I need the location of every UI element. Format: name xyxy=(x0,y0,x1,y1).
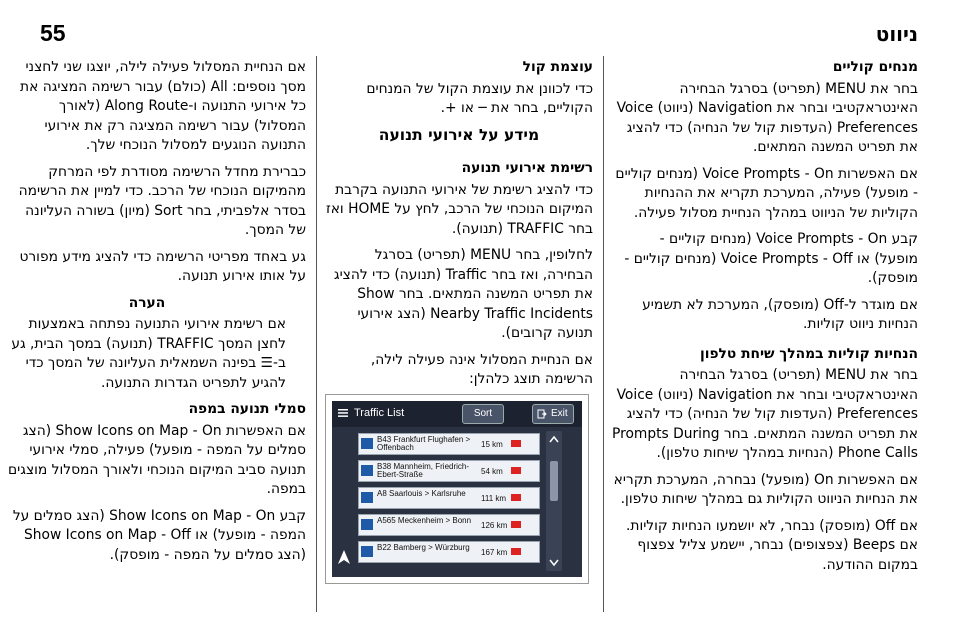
traffic-jam-icon xyxy=(511,467,521,474)
traffic-jam-icon xyxy=(511,521,521,528)
exit-icon xyxy=(537,409,547,419)
incident-road: A565 Meckenheim > Bonn xyxy=(377,516,472,525)
traffic-jam-icon xyxy=(511,548,521,555)
paragraph: בחר את MENU (תפריט) בסרגל הבחירה האינטראקטיבי ובחר את Navigation (ניווט) Voice Preferences (העדפות קול של הנחיה) כדי להציג את תפריט המשנה המתאים. xyxy=(616,80,918,155)
traffic-list-item[interactable] xyxy=(358,460,540,482)
section-name: ניווט xyxy=(875,22,918,46)
traffic-jam-icon xyxy=(511,494,521,501)
paragraph: אם הנחיית המסלול פעילה לילה, יוצגו שני לחצני מסך נוספים: All (כולם) עבור רשימה המציגה את כל אירועי התנועה ו-Along Route (לאורך המסלול) עבור רשימה המציגה רק את אירועי התנועה הנוגעים למסלול הנוכחי שלך. xyxy=(20,59,306,153)
road-shield-icon xyxy=(361,492,373,503)
scroll-up-icon[interactable] xyxy=(548,434,560,444)
middle-column xyxy=(325,58,593,397)
paragraph: אם הנחיית המסלול אינה פעילה לילה, הרשימה תוצג כלהלן: xyxy=(370,351,593,387)
paragraph: כדי לכוונן את עוצמת הקול של המנחים הקוליים, בחר את ─ או +. xyxy=(366,80,593,116)
paragraph: קבע Voice Prompts - On (מנחים קוליים - מופעל) או Voice Prompts - Off (מנחים קוליים - מופסק). xyxy=(624,231,918,286)
exit-label: Exit xyxy=(551,408,568,419)
scroll-thumb[interactable] xyxy=(550,461,558,501)
paragraph: אם האפשרות Show Icons on Map - On (הצג סמלים על המפה - מופעל) פעילה, סמלי אירועי תנועה סביב המיקום הנוכחי ולאורך המסלול מוצגים במפה. xyxy=(8,422,306,497)
sort-button[interactable]: Sort xyxy=(462,404,504,424)
menu-icon[interactable] xyxy=(337,407,349,419)
heading-volume: עוצמת קול xyxy=(522,59,593,75)
incident-distance: 111 km xyxy=(481,494,507,503)
heading-voice-prompts: מנחים קוליים xyxy=(832,59,918,75)
incident-road: B38 Mannheim, Friedrich-Ebert-Straße xyxy=(377,462,470,479)
heading-note: הערה xyxy=(128,294,166,311)
incident-road: A8 Saarlouis > Karlsruhe xyxy=(377,489,466,498)
traffic-list-item[interactable] xyxy=(358,487,540,509)
screen-title: Traffic List xyxy=(354,407,405,419)
infotainment-screen xyxy=(332,401,582,577)
road-shield-icon xyxy=(361,438,373,449)
navigation-arrow-icon[interactable] xyxy=(336,549,352,565)
paragraph: אם רשימת אירועי התנועה נפתחה באמצעות לחצן המסך TRAFFIC (תנועה) במסך הבית, גע ב-☰ בפינה השמאלית העליונה של המסך כדי להגיע לתפריט הגדרות התנועה. xyxy=(11,316,286,391)
road-shield-icon xyxy=(361,546,373,557)
left-column xyxy=(8,58,306,572)
traffic-list-item[interactable] xyxy=(358,433,540,455)
traffic-list-screenshot xyxy=(325,394,589,584)
incident-road: B22 Bamberg > Würzburg xyxy=(377,543,470,552)
heading-phone-prompts: הנחיות קוליות במהלך שיחת טלפון xyxy=(700,345,918,362)
traffic-list-item[interactable] xyxy=(358,514,540,536)
incident-distance: 54 km xyxy=(481,467,503,476)
heading-traffic-list: רשימת אירועי תנועה xyxy=(461,160,593,176)
paragraph: לחלופין, בחר MENU (תפריט) בסרגל הבחירה, ואז בחר Traffic (תנועה) כדי להציג את תפריט המשנה המתאים. בחר Show Nearby Traffic Incidents (הצג אירועי תנועה קרובים). xyxy=(333,247,593,341)
page-header xyxy=(0,0,960,50)
paragraph: אם האפשרות Voice Prompts - On (מנחים קוליים - מופעל) פעילה, המערכת תקריא את ההנחיות הקוליות של הניווט במהלך הנחיית מסלול פעילה. xyxy=(615,165,918,221)
paragraph: אם האפשרות On (מופעל) נבחרה, המערכת תקריא את הנחיות הניווט הקוליות גם במהלך שיחות טלפון. xyxy=(613,471,918,507)
paragraph: קבע Show Icons on Map - On (הצג סמלים על המפה - מופעל) או Show Icons on Map - Off (הצג סמלים על המפה - מופסק). xyxy=(12,507,306,563)
paragraph: אם Off (מופסק) נבחר, לא יושמעו הנחיות קוליות. אם Beeps (צפצופים) נבחר, יישמע צליל צפצוף במקום ההודעה. xyxy=(626,517,918,573)
paragraph: גע באחד מפריטי הרשימה כדי להציג מידע מפורט על אותו אירוע תנועה. xyxy=(19,248,306,284)
screen-top-bar xyxy=(332,401,582,427)
paragraph: כדי להציג רשימת של אירועי התנועה בקרבת המיקום הנוכחי של הרכב, לחץ על HOME ואז בחר TRAFFIC (תנועה). xyxy=(325,181,593,237)
list-scrollbar[interactable] xyxy=(546,431,562,571)
exit-button[interactable] xyxy=(532,404,574,424)
paragraph: בחר את MENU (תפריט) בסרגל הבחירה האינטראקטיבי ובחר את Navigation (ניווט) Voice Preferences (העדפות קול של הנחיה) כדי להציג את תפריט המשנה המתאים. בחר Prompts During Phone Calls (הנחיות במהלך שיחות טלפון). xyxy=(612,367,918,461)
incident-distance: 15 km xyxy=(481,440,503,449)
right-column xyxy=(612,58,918,582)
incident-distance: 126 km xyxy=(481,521,508,530)
road-shield-icon xyxy=(361,519,373,530)
road-shield-icon xyxy=(361,465,373,476)
scroll-down-icon[interactable] xyxy=(548,558,560,568)
traffic-jam-icon xyxy=(511,440,521,447)
incident-road: B43 Frankfurt Flughafen > Offenbach xyxy=(377,435,471,452)
incident-distance: 167 km xyxy=(481,548,508,557)
heading-traffic-info: מידע על אירועי תנועה xyxy=(378,125,540,144)
heading-traffic-symbols: סמלי תנועה במפה xyxy=(188,401,306,417)
paragraph: אם מוגדר ל-Off (מופסק), המערכת לא תשמיע הנחיות ניווט קוליות. xyxy=(642,296,918,332)
note-block xyxy=(8,294,286,394)
page-number: 55 xyxy=(40,20,66,46)
column-divider xyxy=(316,56,317,612)
paragraph: כברירת מחדל הרשימה מסודרת לפי המרחק מהמיקום הנוכחי של הרכב. כדי למיין את הרשימה בסדר אלפביתי, בחר Sort (מיון) בשורה העליונה של המסך. xyxy=(18,163,306,238)
column-divider xyxy=(603,56,604,612)
traffic-list-item[interactable] xyxy=(358,541,540,563)
